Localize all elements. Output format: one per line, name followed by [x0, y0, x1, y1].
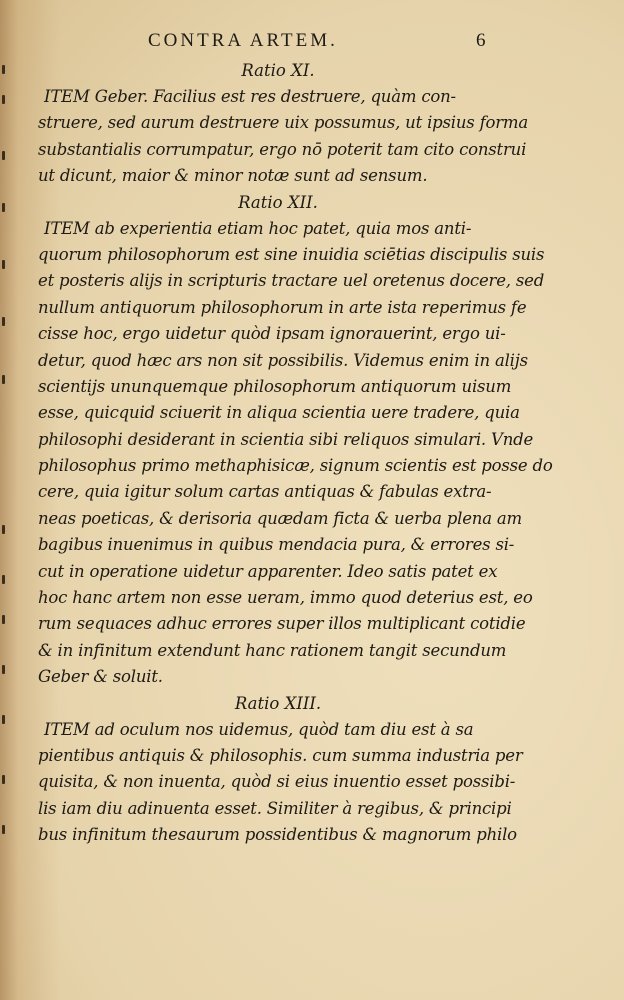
text-line: Geber & soluit.	[38, 667, 163, 687]
text-line: ITEM Geber. Facilius est res destruere, quàm con-	[44, 87, 456, 106]
text-line: substantialis corrumpatur, ergo nō poterit tam cito construi	[38, 139, 527, 159]
section-heading: Ratio XII.	[238, 192, 318, 212]
text-line: cere, quia igitur solum cartas antiquas & fabulas extra-	[38, 482, 492, 502]
text-line: quorum philosophorum est sine inuidia sciētias discipulis suis	[38, 244, 545, 264]
text-line: esse, quicquid sciuerit in aliqua scientia uere tradere, quia	[38, 403, 520, 423]
text-line: philosophus primo methaphisicæ, signum scientis est posse do	[38, 456, 553, 476]
page-header	[148, 30, 498, 56]
text-line: ITEM ad oculum nos uidemus, quòd tam diu est à sa	[44, 719, 474, 739]
text-line: rum sequaces adhuc errores super illos multiplicant cotidie	[38, 614, 526, 634]
text-line: detur, quod hæc ars non sit possibilis. Videmus enim in alijs	[38, 350, 528, 370]
text-line: cut in operatione uidetur apparenter. Ideo satis patet ex	[38, 561, 498, 581]
text-line: nullum antiquorum philosophorum in arte ista reperimus fe	[38, 297, 527, 317]
text-line: bus infinitum thesaurum possidentibus & magnorum philo	[38, 825, 517, 845]
gutter-binding-marks	[2, 55, 12, 955]
text-line: hoc hanc artem non esse ueram, immo quod deterius est, eo	[38, 588, 533, 608]
section-heading: Ratio XI.	[241, 61, 315, 80]
text-line: neas poeticas, & derisoria quædam ficta & uerba plena am	[38, 508, 522, 528]
text-line: & in infinitum extendunt hanc rationem tangit secundum	[38, 640, 507, 660]
text-line: scientijs ununquemque philosophorum antiquorum uisum	[38, 376, 512, 396]
text-line: ITEM ab experientia etiam hoc patet, quia mos anti-	[44, 218, 472, 238]
text-line: pientibus antiquis & philosophis. cum summa industria per	[38, 745, 523, 765]
section-heading: Ratio XIII.	[234, 693, 322, 713]
text-line: cisse hoc, ergo uidetur quòd ipsam ignorauerint, ergo ui-	[38, 324, 506, 344]
page-number: 6	[476, 30, 486, 51]
page-body	[38, 58, 553, 849]
text-line: lis iam diu adinuenta esset. Similiter à regibus, & principi	[38, 798, 512, 818]
text-line: quisita, & non inuenta, quòd si eius inuentio esset possibi-	[38, 772, 516, 792]
text-line: et posteris alijs in scripturis tractare uel oretenus docere, sed	[38, 271, 545, 291]
text-line: bagibus inuenimus in quibus mendacia pura, & errores si-	[38, 535, 515, 555]
text-line: philosophi desiderant in scientia sibi reliquos simulari. Vnde	[38, 429, 534, 449]
running-head: CONTRA ARTEM.	[148, 30, 338, 51]
text-line: ut dicunt, maior & minor notæ sunt ad sensum.	[38, 166, 428, 186]
text-line: struere, sed aurum destruere uix possumus, ut ipsius forma	[38, 113, 529, 133]
